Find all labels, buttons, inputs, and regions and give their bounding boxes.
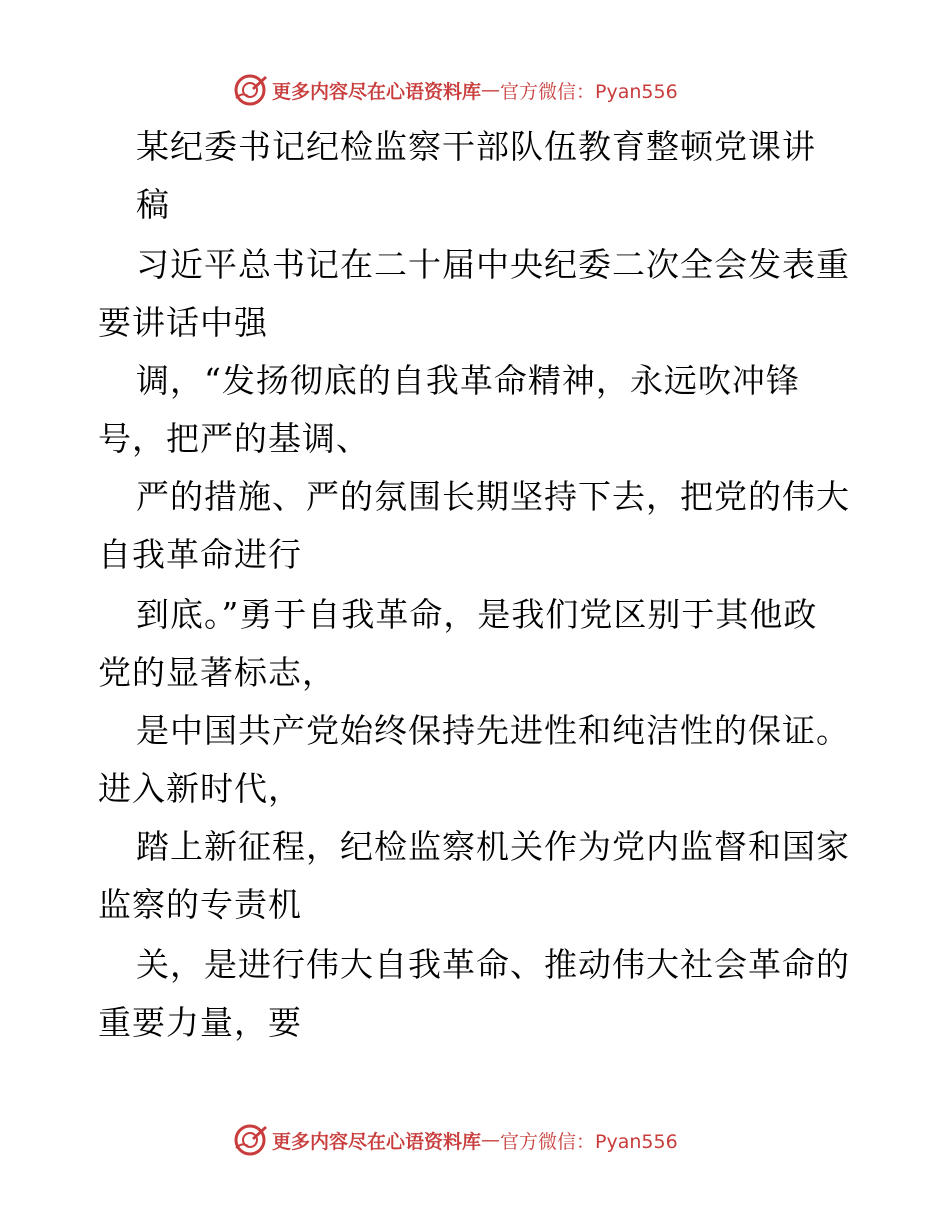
pen-in-circle-logo-icon (232, 1122, 268, 1158)
footer-banner (232, 1120, 712, 1160)
banner-contact: 官方微信：Pyan556 (500, 1130, 678, 1153)
banner-contact: 官方微信：Pyan556 (500, 80, 678, 103)
paragraph-line: 要讲话中强 (98, 303, 268, 342)
document-title-line-2: 稿 (136, 185, 170, 224)
pen-in-circle-logo-icon (232, 72, 268, 108)
paragraph-line: 严的措施、严的氛围长期坚持下去，把党的伟大 (136, 477, 850, 516)
banner-separator: — (481, 79, 501, 101)
banner-text: 更多内容尽在心语资料库 (272, 1130, 482, 1153)
banner-text: 更多内容尽在心语资料库 (272, 80, 482, 103)
paragraph-line: 关，是进行伟大自我革命、推动伟大社会革命的 (136, 945, 850, 984)
paragraph-line: 调，“发扬彻底的自我革命精神，永远吹冲锋 (136, 361, 800, 400)
paragraph-line: 踏上新征程，纪检监察机关作为党内监督和国家 (136, 827, 850, 866)
paragraph-line: 到底。”勇于自我革命，是我们党区别于其他政 (136, 595, 818, 634)
paragraph-line: 是中国共产党始终保持先进性和纯洁性的保证。 (136, 711, 850, 750)
paragraph-line: 习近平总书记在二十届中央纪委二次全会发表重 (136, 245, 850, 284)
header-banner (232, 70, 712, 110)
paragraph-line: 党的显著标志， (98, 653, 336, 692)
document-title-line-1: 某纪委书记纪检监察干部队伍教育整顿党课讲 (136, 127, 816, 166)
banner-separator: — (481, 1129, 501, 1151)
paragraph-line: 进入新时代， (98, 769, 302, 808)
paragraph-line: 号，把严的基调、 (98, 419, 370, 458)
paragraph-line: 自我革命进行 (98, 535, 302, 574)
paragraph-line: 监察的专责机 (98, 885, 302, 924)
paragraph-line: 重要力量，要 (98, 1003, 302, 1042)
